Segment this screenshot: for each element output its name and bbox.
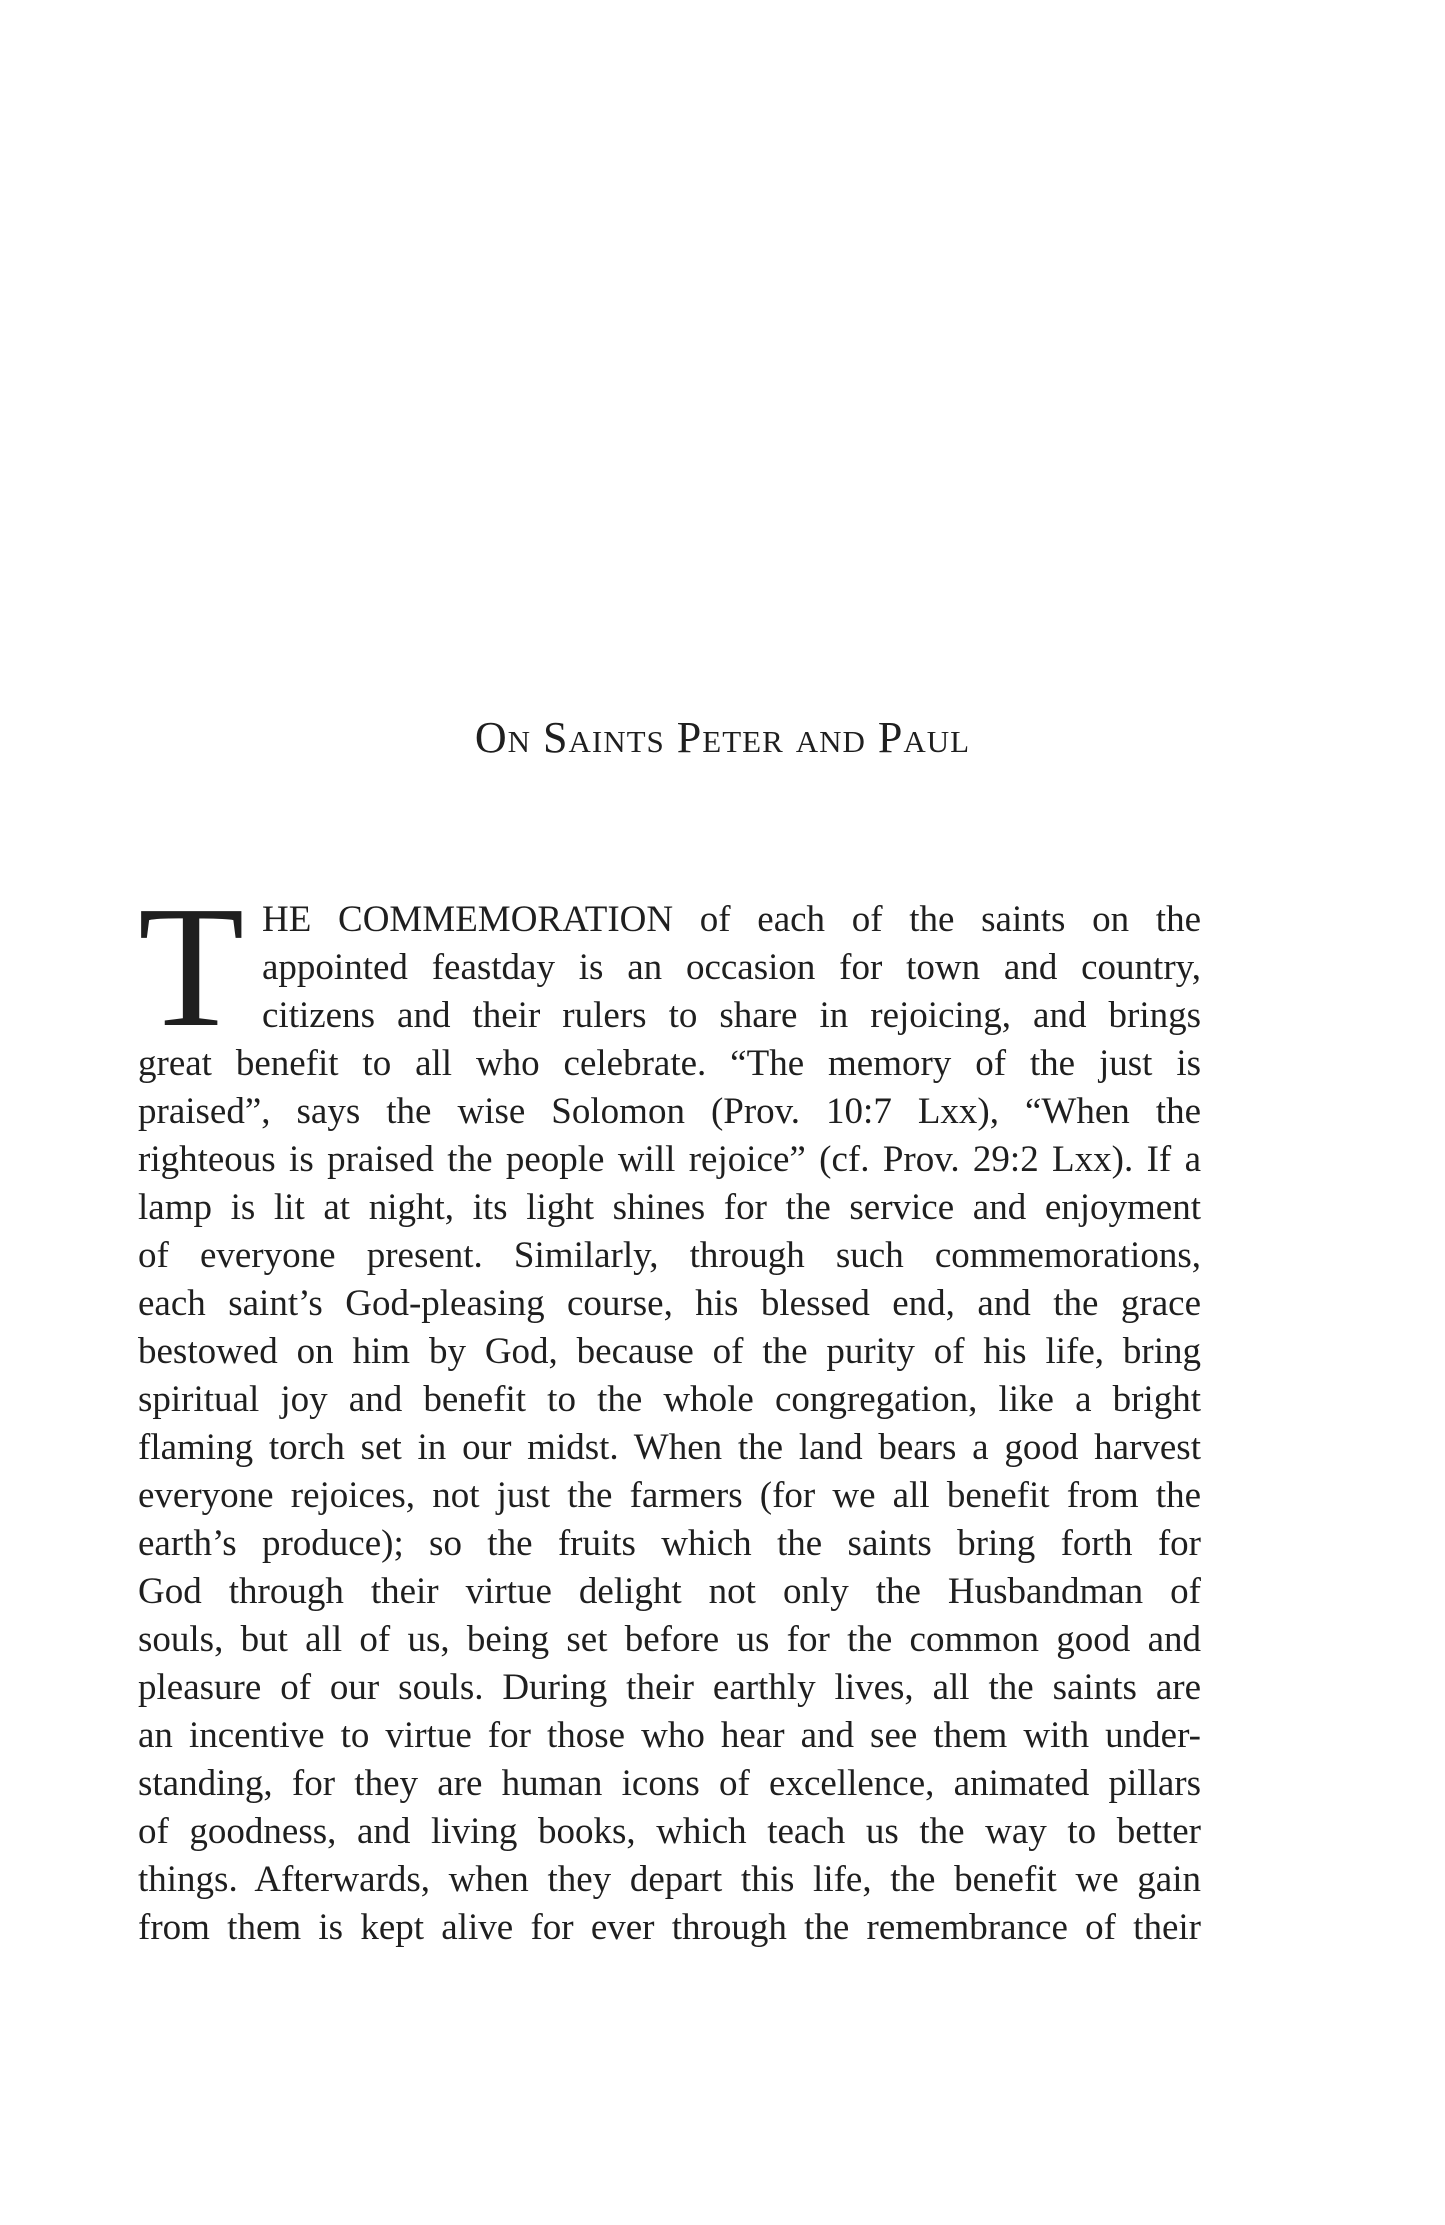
text-line: appointed feastday is an occasion for town and country, bbox=[262, 947, 1201, 988]
text-line: bestowed on him by God, because of the purity of his life, bring bbox=[138, 1331, 1201, 1372]
text-line: pleasure of our souls. During their earthly lives, all the saints are bbox=[138, 1667, 1201, 1708]
text-line: earth’s produce); so the fruits which the saints bring forth for bbox=[138, 1523, 1201, 1564]
text-line: everyone rejoices, not just the farmers (for we all benefit from the bbox=[138, 1475, 1201, 1516]
text-line: souls, but all of us, being set before us for the common good and bbox=[138, 1619, 1201, 1660]
text-line: standing, for they are human icons of excellence, animated pillars bbox=[138, 1763, 1201, 1804]
text-line: righteous is praised the people will rejoice” (cf. Prov. 29:2 Lxx). If a bbox=[138, 1139, 1201, 1180]
text-line: of everyone present. Similarly, through such commemorations, bbox=[138, 1235, 1201, 1276]
body-paragraph bbox=[138, 870, 1201, 1952]
text-line: great benefit to all who celebrate. “The memory of the just is bbox=[138, 1043, 1201, 1084]
text-line: things. Afterwards, when they depart this life, the benefit we gain bbox=[138, 1859, 1201, 1900]
text-line: citizens and their rulers to share in rejoicing, and brings bbox=[262, 995, 1201, 1036]
text-line: spiritual joy and benefit to the whole congregation, like a bright bbox=[138, 1379, 1201, 1420]
text-line: lamp is lit at night, its light shines for the service and enjoyment bbox=[138, 1187, 1201, 1228]
drop-cap-indented-lines bbox=[138, 896, 1201, 1040]
text-line: an incentive to virtue for those who hear and see them with under- bbox=[138, 1715, 1201, 1756]
text-line: each saint’s God-pleasing course, his blessed end, and the grace bbox=[138, 1283, 1201, 1324]
text-line: of goodness, and living books, which teach us the way to better bbox=[138, 1811, 1201, 1852]
text-line: from them is kept alive for ever through the remembrance of their bbox=[138, 1907, 1201, 1948]
drop-cap: T bbox=[138, 870, 245, 1063]
text-line: flaming torch set in our midst. When the land bears a good harvest bbox=[138, 1427, 1201, 1468]
text-line: HE COMMEMORATION of each of the saints on the bbox=[262, 899, 1201, 940]
text-line: praised”, says the wise Solomon (Prov. 10:7 Lxx), “When the bbox=[138, 1091, 1201, 1132]
text-line: God through their virtue delight not only the Husbandman of bbox=[138, 1571, 1201, 1612]
chapter-title: On Saints Peter and Paul bbox=[474, 713, 971, 762]
